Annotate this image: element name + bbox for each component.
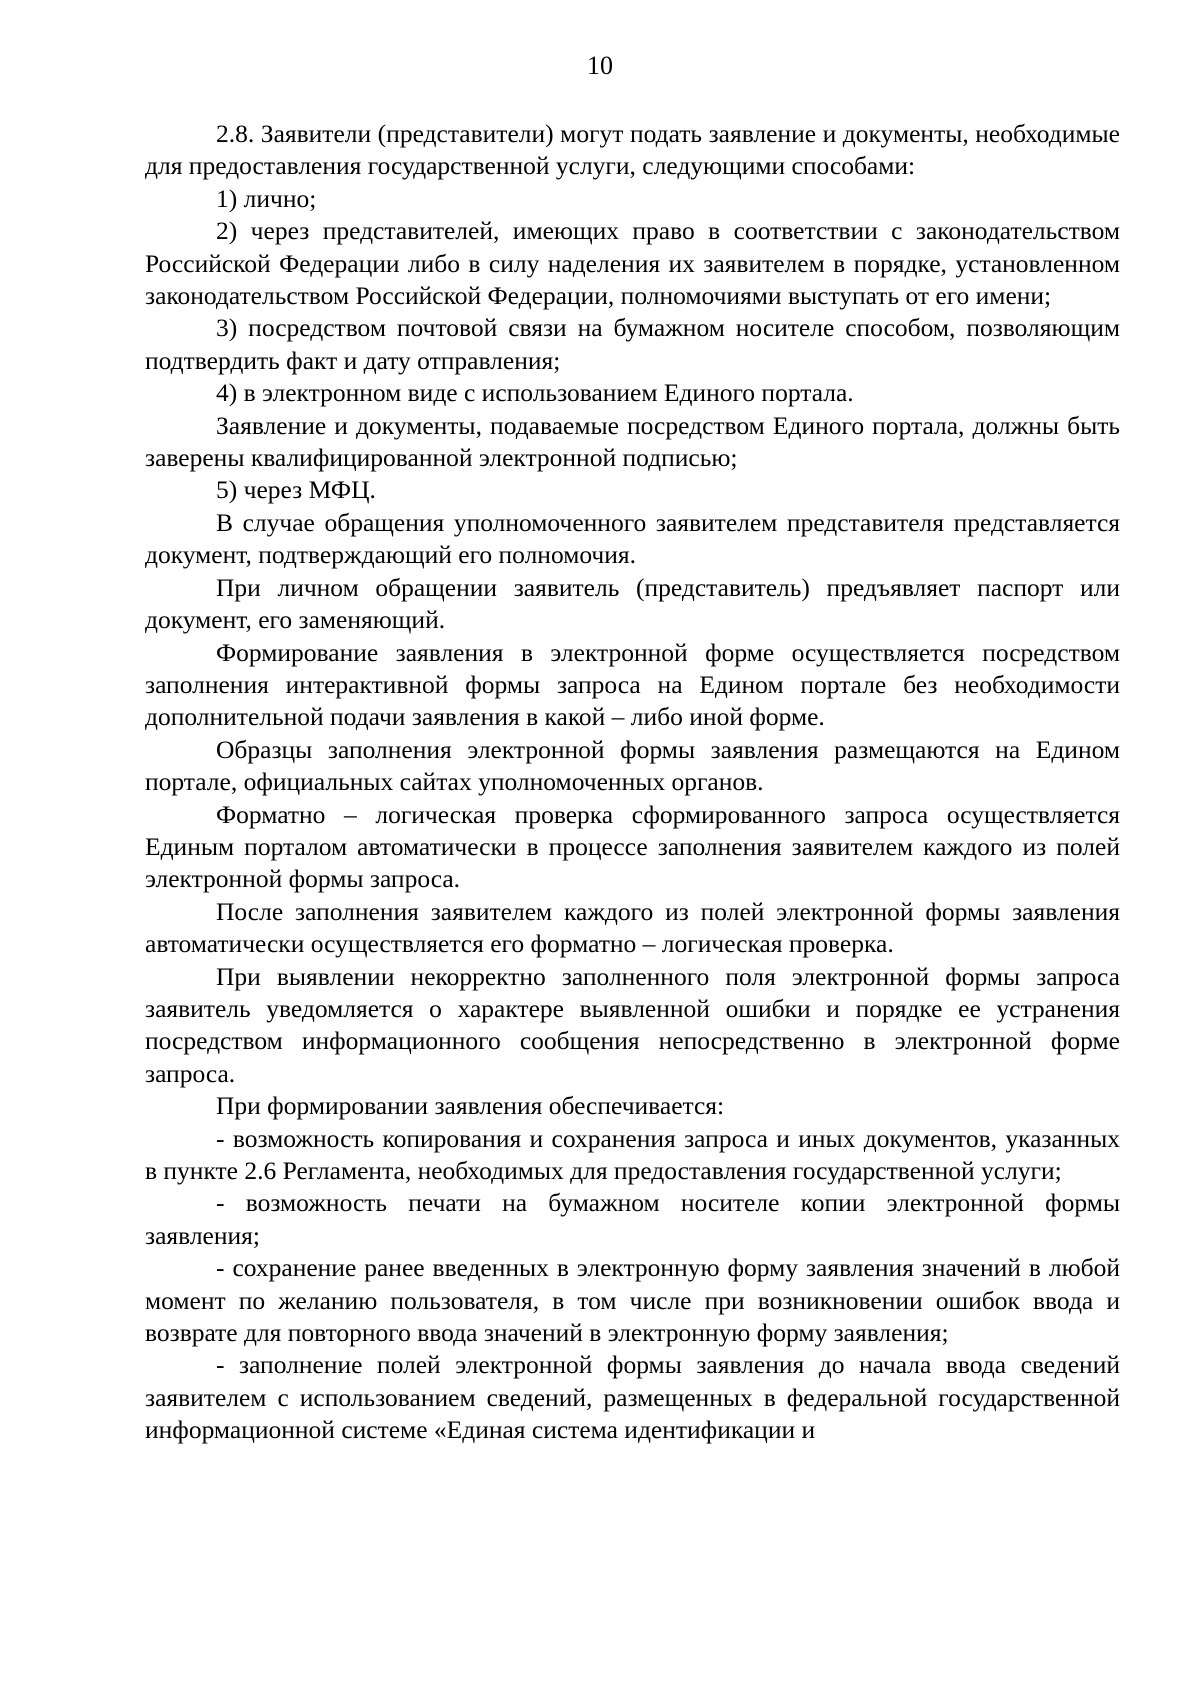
paragraph-2-8-intro: 2.8. Заявители (представители) могут подать заявление и документы, необходимые для предоставления государственной услуги, следующими способами: [145, 119, 1120, 181]
paragraph-samples: Образцы заполнения электронной формы заявления размещаются на Едином портале, официальных сайтах уполномоченных органов. [145, 734, 1120, 797]
paragraph-method-4: 4) в электронном виде с использованием Единого портала. [216, 378, 854, 408]
paragraph-incorrect-field: При выявлении некорректно заполненного поля электронной формы запроса заявитель уведомляется о характере выявленной ошибки и порядке ее устранения посредством информационного сообщения непосредственно в электронной форме запроса. [145, 961, 1120, 1088]
paragraph-save-values: - сохранение ранее введенных в электронную форму заявления значений в любой момент по желанию пользователя, в том числе при возникновении ошибок ввода и возврате для повторного ввода значений в электронную форму заявления; [145, 1253, 1120, 1348]
paragraph-prefill: - заполнение полей электронной формы заявления до начала ввода сведений заявителем с использованием сведений, размещенных в федеральной государственной информационной системе «Единая система идентификации и [145, 1350, 1120, 1445]
paragraph-electronic-form: Формирование заявления в электронной форме осуществляется посредством заполнения интерактивной формы запроса на Едином портале без необходимости дополнительной подачи заявления в какой – либо иной форме. [145, 637, 1120, 732]
paragraph-representative: В случае обращения уполномоченного заявителем представителя представляется документ, подтверждающий его полномочия. [145, 507, 1120, 570]
paragraph-method-2: 2) через представителей, имеющих право в соответствии с законодательством Российской Федерации либо в силу наделения их заявителем в порядке, установленном законодательством Российской Федерации, полномочиями выступать от его имени; [145, 216, 1120, 311]
paragraph-format-check: Форматно – логическая проверка сформированного запроса осуществляется Единым порталом автоматически в процессе заполнения заявителем каждого из полей электронной формы запроса. [145, 799, 1120, 894]
paragraph-passport: При личном обращении заявитель (представитель) предъявляет паспорт или документ, его заменяющий. [145, 572, 1120, 635]
paragraph-portal-signature: Заявление и документы, подаваемые посредством Единого портала, должны быть заверены квалифицированной электронной подписью; [145, 410, 1120, 473]
paragraph-after-filling: После заполнения заявителем каждого из полей электронной формы заявления автоматически осуществляется его форматно – логическая проверка. [145, 896, 1120, 959]
paragraph-method-5: 5) через МФЦ. [216, 475, 376, 505]
paragraph-provides: При формировании заявления обеспечивается: [216, 1091, 725, 1121]
page-number: 10 [587, 51, 613, 80]
paragraph-method-1: 1) лично; [216, 183, 317, 213]
paragraph-method-3: 3) посредством почтовой связи на бумажном носителе способом, позволяющим подтвердить факт и дату отправления; [145, 313, 1120, 375]
paragraph-print: - возможность печати на бумажном носителе копии электронной формы заявления; [145, 1188, 1120, 1250]
document-body [145, 118, 1120, 1447]
paragraph-copy-save: - возможность копирования и сохранения запроса и иных документов, указанных в пункте 2.6 Регламента, необходимых для предоставления государственной услуги; [145, 1123, 1120, 1185]
